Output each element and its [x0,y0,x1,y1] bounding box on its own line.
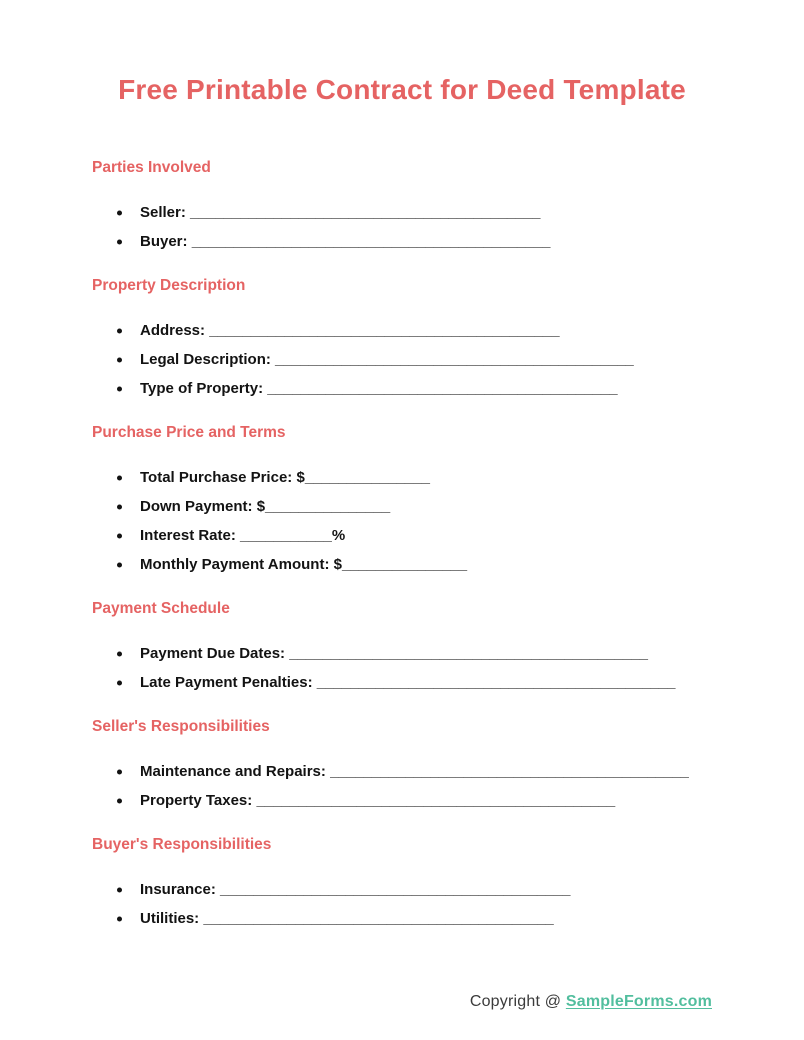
blank-line: __________________________________________ [267,380,618,397]
form-line-total-purchase-price [92,463,712,492]
field-label: Buyer: [140,233,188,250]
section-items [92,198,712,256]
section-items [92,639,712,697]
blank-line: __________________________________________ [203,910,554,927]
form-line-address [92,316,712,345]
blank-line: __________________________________________ [190,204,541,221]
field-label: Monthly Payment Amount: [140,556,330,573]
field-label: Maintenance and Repairs: [140,763,326,780]
blank-line: _______________ [304,469,430,486]
form-line-type-of-property [92,374,712,403]
bullet-icon [117,386,122,391]
bullet-icon [117,357,122,362]
section-payment-schedule [92,600,712,697]
field-label: Address: [140,322,206,339]
section-items [92,875,712,933]
form-line-buyer [92,227,712,256]
blank-line: ___________________________________________ [289,645,648,662]
form-line-property-taxes [92,786,712,815]
field-label: Utilities: [140,910,200,927]
bullet-icon [117,210,122,215]
section-property-description [92,277,712,403]
form-line-insurance [92,875,712,904]
bullet-icon [117,562,122,567]
bullet-icon [117,533,122,538]
field-label: Interest Rate: [140,527,236,544]
form-line-utilities [92,904,712,933]
page-title: Free Printable Contract for Deed Template [118,74,686,105]
section-items [92,463,712,579]
blank-line: __________________________________________ [209,322,560,339]
section-heading: Buyer's Responsibilities [92,836,272,853]
form-line-down-payment [92,492,712,521]
currency-prefix: $ [333,556,342,573]
bullet-icon [117,769,122,774]
blank-line: _______________ [265,498,391,515]
currency-prefix: $ [296,469,305,486]
field-label: Total Purchase Price: [140,469,293,486]
section-items [92,316,712,403]
bullet-icon [117,239,122,244]
blank-line: ___________ [240,527,332,544]
blank-line: __________________________________________ [220,881,571,898]
field-label: Down Payment: [140,498,253,515]
field-label: Property Taxes: [140,792,253,809]
section-heading: Property Description [92,277,246,294]
section-sellers-responsibilities [92,718,712,815]
percent-suffix: % [331,527,346,544]
bullet-icon [117,651,122,656]
bullet-icon [117,798,122,803]
blank-line: _______________ [341,556,468,573]
currency-prefix: $ [256,498,266,515]
field-label: Legal Description: [140,351,271,368]
form-line-late-payment-penalties [92,668,712,697]
blank-line: ___________________________________________ [256,792,616,809]
form-line-maintenance-and-repairs [92,757,712,786]
form-line-seller [92,198,712,227]
field-label: Late Payment Penalties: [140,674,313,691]
field-label: Insurance: [140,881,216,898]
blank-line: ___________________________________________ [275,351,634,368]
bullet-icon [117,475,122,480]
section-heading: Seller's Responsibilities [92,718,270,735]
section-heading: Payment Schedule [92,600,230,617]
section-items [92,757,712,815]
bullet-icon [117,916,122,921]
field-label: Payment Due Dates: [140,645,286,662]
field-label: Type of Property: [140,380,264,397]
section-purchase-price-and-terms [92,424,712,579]
bullet-icon [117,504,122,509]
copyright-text: Copyright @ [469,993,562,1010]
form-line-interest-rate [92,521,712,550]
footer [92,993,712,1011]
sampleforms-link[interactable]: SampleForms.com [565,993,712,1010]
blank-line: ___________________________________________ [191,233,551,250]
form-line-payment-due-dates [92,639,712,668]
bullet-icon [117,887,122,892]
bullet-icon [117,680,122,685]
form-line-legal-description [92,345,712,374]
section-heading: Purchase Price and Terms [92,424,286,441]
bullet-icon [117,328,122,333]
blank-line: ___________________________________________ [330,763,689,780]
field-label: Seller: [140,204,186,221]
form-line-monthly-payment-amount [92,550,712,579]
section-buyers-responsibilities [92,836,712,933]
section-heading: Parties Involved [92,159,211,176]
blank-line: ___________________________________________ [316,674,676,691]
section-parties-involved [92,159,712,256]
